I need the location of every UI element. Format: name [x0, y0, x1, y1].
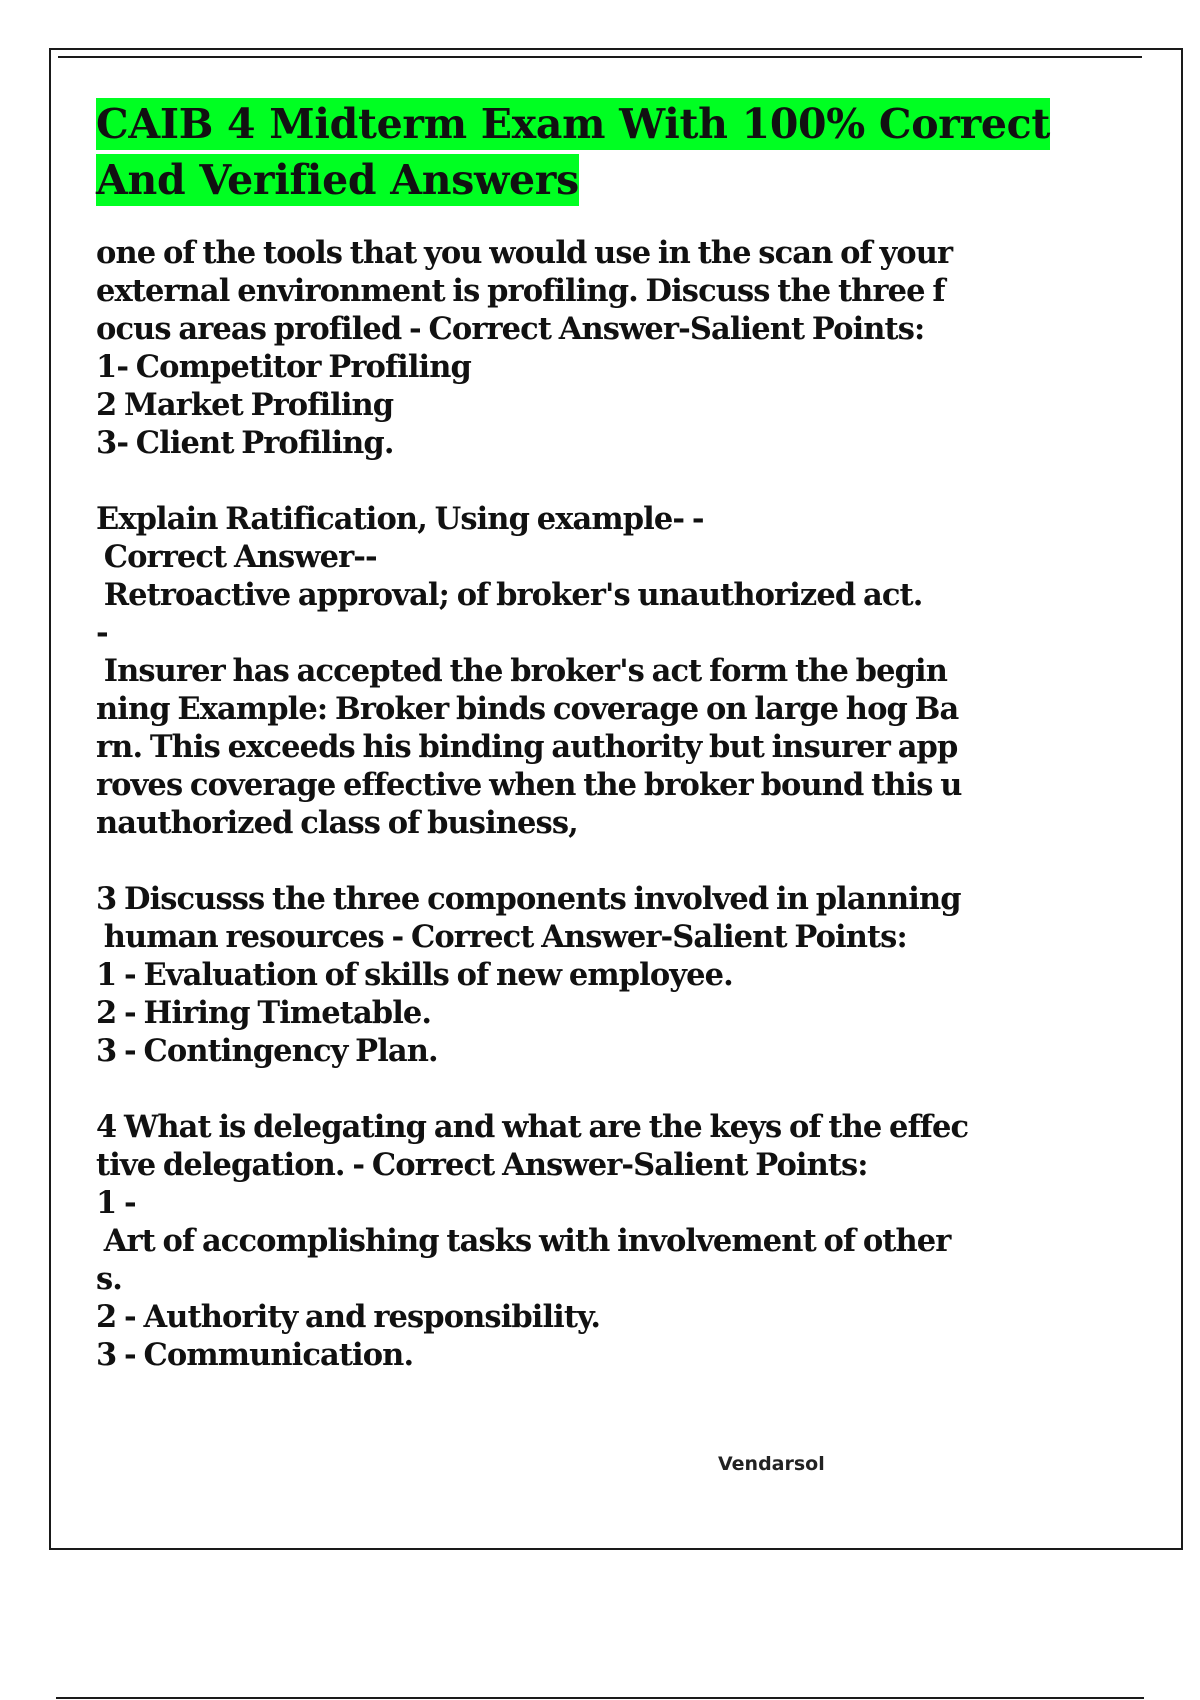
- qa-block-delegation: [96, 1108, 1086, 1374]
- page-title: [96, 96, 1086, 208]
- qa-block-profiling: [96, 234, 1086, 462]
- text-line: 3- Client Profiling.: [96, 425, 394, 461]
- text-line: roves coverage effective when the broker bound this u: [96, 767, 962, 803]
- text-line: s.: [96, 1261, 122, 1297]
- text-line: human resources - Correct Answer-Salient Points:: [96, 919, 907, 955]
- text-line: ning Example: Broker binds coverage on large hog Ba: [96, 691, 959, 727]
- text-line: 3 - Contingency Plan.: [96, 1033, 438, 1069]
- text-line: 1 -: [96, 1185, 136, 1221]
- text-line: Art of accomplishing tasks with involvement of other: [96, 1223, 951, 1259]
- text-line: 3 - Communication.: [96, 1337, 414, 1373]
- text-line: one of the tools that you would use in the scan of your: [96, 235, 953, 271]
- qa-block-human-resources: [96, 880, 1086, 1070]
- text-line: 1 - Evaluation of skills of new employee.: [96, 957, 733, 993]
- text-line: ocus areas profiled - Correct Answer-Salient Points:: [96, 311, 925, 347]
- bottom-rule: [56, 1697, 1144, 1699]
- text-line: 2 - Hiring Timetable.: [96, 995, 432, 1031]
- top-rule: [58, 56, 1142, 58]
- title-line: CAIB 4 Midterm Exam With 100% Correct: [96, 100, 1050, 148]
- text-line: -: [96, 615, 108, 651]
- text-line: 3 Discusss the three components involved in planning: [96, 881, 961, 917]
- text-line: Retroactive approval; of broker's unauthorized act.: [96, 577, 923, 613]
- text-line: rn. This exceeds his binding authority but insurer app: [96, 729, 958, 765]
- text-line: 1- Competitor Profiling: [96, 349, 471, 385]
- qa-block-ratification: [96, 500, 1086, 842]
- text-line: tive delegation. - Correct Answer-Salient Points:: [96, 1147, 868, 1183]
- text-line: 2 Market Profiling: [96, 387, 394, 423]
- text-line: Explain Ratification, Using example- -: [96, 501, 704, 537]
- text-line: external environment is profiling. Discuss the three f: [96, 273, 945, 309]
- text-line: 2 - Authority and responsibility.: [96, 1299, 601, 1335]
- footer-brand: Vendarsol: [718, 1453, 825, 1475]
- text-line: Insurer has accepted the broker's act form the begin: [96, 653, 947, 689]
- text-line: 4 What is delegating and what are the keys of the effec: [96, 1109, 969, 1145]
- document-content: [96, 96, 1086, 1412]
- text-line: nauthorized class of business,: [96, 805, 578, 841]
- title-line: And Verified Answers: [96, 156, 579, 204]
- text-line: Correct Answer--: [96, 539, 377, 575]
